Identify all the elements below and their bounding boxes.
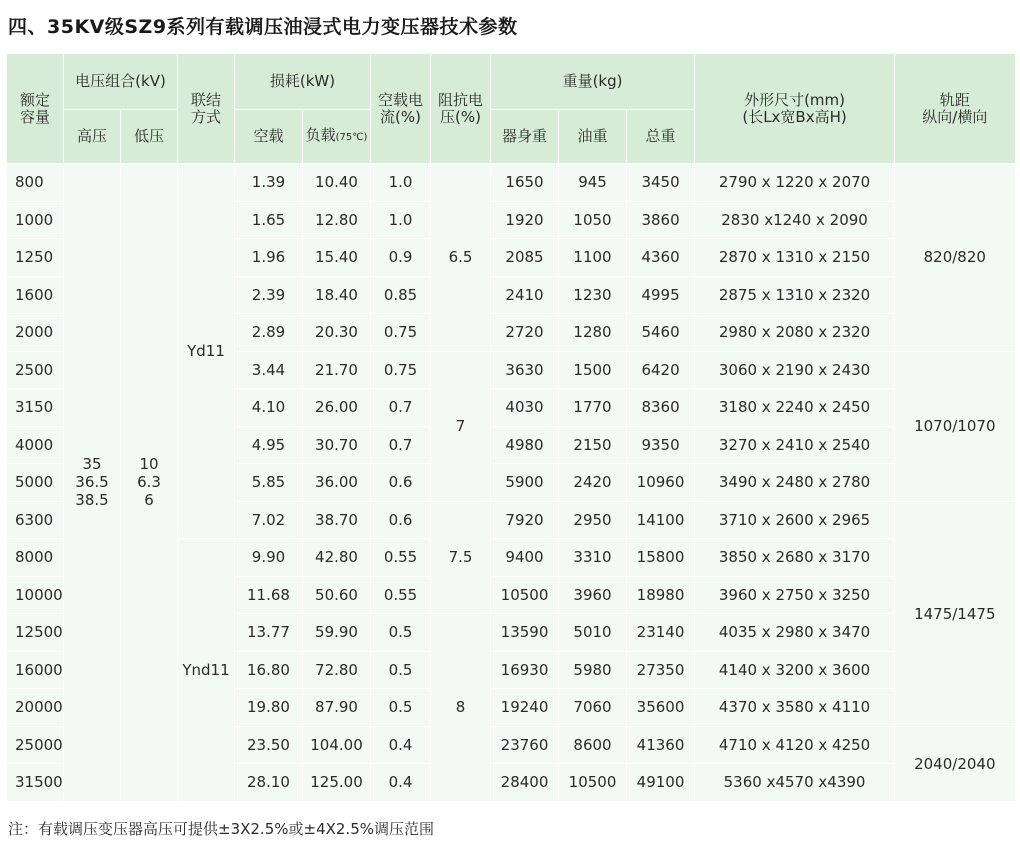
- cell-noload-loss: 28.10: [235, 764, 303, 801]
- cell-noload-current: 0.6: [371, 464, 431, 502]
- cell-dimensions: 2790 x 1220 x 2070: [695, 164, 895, 202]
- header-loss: 损耗(kW): [235, 54, 371, 110]
- cell-capacity: 25000: [7, 726, 64, 764]
- cell-oil-weight: 5010: [559, 614, 627, 652]
- cell-noload-loss: 1.96: [235, 239, 303, 277]
- cell-oil-weight: 1100: [559, 239, 627, 277]
- cell-dimensions: 3960 x 2750 x 3250: [695, 576, 895, 614]
- cell-gauge: 820/820: [895, 164, 1015, 352]
- cell-load-loss: 15.40: [303, 239, 371, 277]
- cell-body-weight: 4030: [491, 389, 559, 427]
- cell-total-weight: 9350: [627, 426, 695, 464]
- cell-impedance: 6.5: [431, 164, 491, 352]
- cell-oil-weight: 1770: [559, 389, 627, 427]
- header-voltage-group: 电压组合(kV): [64, 54, 178, 110]
- cell-oil-weight: 2150: [559, 426, 627, 464]
- cell-total-weight: 4995: [627, 276, 695, 314]
- cell-noload-current: 0.9: [371, 239, 431, 277]
- page-title: 四、35KV级SZ9系列有载调压油浸式电力变压器技术参数: [8, 16, 518, 38]
- cell-load-loss: 42.80: [303, 539, 371, 577]
- cell-noload-loss: 4.10: [235, 389, 303, 427]
- cell-noload-loss: 1.65: [235, 201, 303, 239]
- cell-noload-loss: 16.80: [235, 651, 303, 689]
- cell-body-weight: 1920: [491, 201, 559, 239]
- cell-noload-loss: 3.44: [235, 351, 303, 389]
- cell-capacity: 20000: [7, 689, 64, 727]
- cell-load-loss: 72.80: [303, 651, 371, 689]
- cell-noload-current: 0.6: [371, 501, 431, 539]
- header-gauge: 轨距 纵向/横向: [895, 54, 1015, 164]
- cell-total-weight: 6420: [627, 351, 695, 389]
- header-impedance: 阻抗电 压(%): [431, 54, 491, 164]
- cell-load-loss: 30.70: [303, 426, 371, 464]
- cell-capacity: 1600: [7, 276, 64, 314]
- cell-impedance: 8: [431, 614, 491, 801]
- cell-body-weight: 2410: [491, 276, 559, 314]
- cell-body-weight: 5900: [491, 464, 559, 502]
- cell-dimensions: 3710 x 2600 x 2965: [695, 501, 895, 539]
- cell-noload-loss: 5.85: [235, 464, 303, 502]
- header-lv: 低压: [121, 110, 178, 164]
- cell-dimensions: 3180 x 2240 x 2450: [695, 389, 895, 427]
- cell-body-weight: 4980: [491, 426, 559, 464]
- cell-capacity: 800: [7, 164, 64, 202]
- header-weight: 重量(kg): [491, 54, 695, 110]
- cell-total-weight: 8360: [627, 389, 695, 427]
- cell-oil-weight: 1280: [559, 314, 627, 352]
- cell-noload-loss: 2.39: [235, 276, 303, 314]
- cell-oil-weight: 945: [559, 164, 627, 202]
- cell-noload-current: 0.7: [371, 389, 431, 427]
- cell-gauge: 1475/1475: [895, 501, 1015, 726]
- cell-capacity: 10000: [7, 576, 64, 614]
- cell-dimensions: 2830 x1240 x 2090: [695, 201, 895, 239]
- table-row: [7, 164, 1015, 202]
- cell-noload-loss: 7.02: [235, 501, 303, 539]
- cell-gauge: 1070/1070: [895, 351, 1015, 501]
- header-noload-current: 空载电 流(%): [371, 54, 431, 164]
- cell-dimensions: 3060 x 2190 x 2430: [695, 351, 895, 389]
- cell-oil-weight: 1230: [559, 276, 627, 314]
- cell-noload-loss: 4.95: [235, 426, 303, 464]
- cell-oil-weight: 2950: [559, 501, 627, 539]
- cell-body-weight: 23760: [491, 726, 559, 764]
- cell-capacity: 2500: [7, 351, 64, 389]
- cell-dimensions: 4710 x 4120 x 4250: [695, 726, 895, 764]
- cell-capacity: 1250: [7, 239, 64, 277]
- cell-noload-current: 1.0: [371, 201, 431, 239]
- cell-connection-ynd11: Ynd11: [178, 539, 235, 801]
- cell-noload-current: 0.5: [371, 689, 431, 727]
- cell-capacity: 8000: [7, 539, 64, 577]
- cell-body-weight: 2720: [491, 314, 559, 352]
- cell-dimensions: 4140 x 3200 x 3600: [695, 651, 895, 689]
- cell-lv-voltages: 10 6.3 6: [121, 164, 178, 801]
- cell-dimensions: 2870 x 1310 x 2150: [695, 239, 895, 277]
- header-noload-loss: 空载: [235, 110, 303, 164]
- cell-noload-current: 0.4: [371, 726, 431, 764]
- cell-oil-weight: 10500: [559, 764, 627, 801]
- cell-dimensions: 4370 x 3580 x 4110: [695, 689, 895, 727]
- cell-total-weight: 41360: [627, 726, 695, 764]
- cell-impedance: 7: [431, 351, 491, 501]
- cell-noload-loss: 9.90: [235, 539, 303, 577]
- cell-noload-current: 1.0: [371, 164, 431, 202]
- cell-total-weight: 23140: [627, 614, 695, 652]
- cell-load-loss: 50.60: [303, 576, 371, 614]
- cell-load-loss: 20.30: [303, 314, 371, 352]
- cell-body-weight: 13590: [491, 614, 559, 652]
- cell-noload-current: 0.75: [371, 351, 431, 389]
- cell-body-weight: 16930: [491, 651, 559, 689]
- cell-total-weight: 27350: [627, 651, 695, 689]
- cell-load-loss: 12.80: [303, 201, 371, 239]
- cell-body-weight: 10500: [491, 576, 559, 614]
- cell-dimensions: 3850 x 2680 x 3170: [695, 539, 895, 577]
- cell-body-weight: 1650: [491, 164, 559, 202]
- cell-oil-weight: 3960: [559, 576, 627, 614]
- cell-hv-voltages: 35 36.5 38.5: [64, 164, 121, 801]
- cell-load-loss: 104.00: [303, 726, 371, 764]
- cell-noload-loss: 23.50: [235, 726, 303, 764]
- cell-total-weight: 4360: [627, 239, 695, 277]
- cell-total-weight: 10960: [627, 464, 695, 502]
- cell-total-weight: 15800: [627, 539, 695, 577]
- spec-table: [6, 53, 1015, 801]
- header-capacity: 额定 容量: [7, 54, 64, 164]
- cell-noload-current: 0.5: [371, 651, 431, 689]
- cell-capacity: 3150: [7, 389, 64, 427]
- cell-noload-current: 0.75: [371, 314, 431, 352]
- cell-total-weight: 18980: [627, 576, 695, 614]
- cell-capacity: 12500: [7, 614, 64, 652]
- header-connection: 联结 方式: [178, 54, 235, 164]
- cell-oil-weight: 8600: [559, 726, 627, 764]
- cell-oil-weight: 3310: [559, 539, 627, 577]
- cell-body-weight: 19240: [491, 689, 559, 727]
- cell-load-loss: 26.00: [303, 389, 371, 427]
- cell-body-weight: 28400: [491, 764, 559, 801]
- cell-oil-weight: 7060: [559, 689, 627, 727]
- cell-dimensions: 3490 x 2480 x 2780: [695, 464, 895, 502]
- cell-body-weight: 7920: [491, 501, 559, 539]
- cell-noload-loss: 19.80: [235, 689, 303, 727]
- cell-load-loss: 21.70: [303, 351, 371, 389]
- header-load-loss: 负载(75℃): [303, 110, 371, 164]
- cell-total-weight: 3860: [627, 201, 695, 239]
- cell-noload-loss: 11.68: [235, 576, 303, 614]
- cell-total-weight: 5460: [627, 314, 695, 352]
- cell-noload-current: 0.85: [371, 276, 431, 314]
- cell-total-weight: 49100: [627, 764, 695, 801]
- cell-capacity: 2000: [7, 314, 64, 352]
- cell-connection-yd11: Yd11: [178, 164, 235, 539]
- cell-total-weight: 35600: [627, 689, 695, 727]
- cell-dimensions: 5360 x4570 x4390: [695, 764, 895, 801]
- cell-capacity: 5000: [7, 464, 64, 502]
- header-oil-weight: 油重: [559, 110, 627, 164]
- cell-load-loss: 125.00: [303, 764, 371, 801]
- cell-load-loss: 87.90: [303, 689, 371, 727]
- header-body-weight: 器身重: [491, 110, 559, 164]
- cell-load-loss: 18.40: [303, 276, 371, 314]
- cell-total-weight: 3450: [627, 164, 695, 202]
- cell-dimensions: 4035 x 2980 x 3470: [695, 614, 895, 652]
- cell-dimensions: 2980 x 2080 x 2320: [695, 314, 895, 352]
- cell-body-weight: 3630: [491, 351, 559, 389]
- cell-noload-current: 0.7: [371, 426, 431, 464]
- cell-capacity: 16000: [7, 651, 64, 689]
- cell-impedance: 7.5: [431, 501, 491, 614]
- cell-dimensions: 3270 x 2410 x 2540: [695, 426, 895, 464]
- footnote: 注：有载调压变压器高压可提供±3X2.5%或±4X2.5%调压范围: [8, 820, 434, 838]
- cell-load-loss: 10.40: [303, 164, 371, 202]
- cell-noload-current: 0.55: [371, 576, 431, 614]
- cell-noload-loss: 13.77: [235, 614, 303, 652]
- cell-noload-current: 0.5: [371, 614, 431, 652]
- cell-dimensions: 2875 x 1310 x 2320: [695, 276, 895, 314]
- cell-oil-weight: 5980: [559, 651, 627, 689]
- cell-oil-weight: 1500: [559, 351, 627, 389]
- cell-load-loss: 36.00: [303, 464, 371, 502]
- cell-body-weight: 9400: [491, 539, 559, 577]
- cell-noload-current: 0.55: [371, 539, 431, 577]
- cell-capacity: 1000: [7, 201, 64, 239]
- cell-load-loss: 59.90: [303, 614, 371, 652]
- cell-capacity: 31500: [7, 764, 64, 801]
- cell-body-weight: 2085: [491, 239, 559, 277]
- cell-gauge: 2040/2040: [895, 726, 1015, 801]
- cell-noload-loss: 2.89: [235, 314, 303, 352]
- cell-noload-current: 0.4: [371, 764, 431, 801]
- cell-oil-weight: 2420: [559, 464, 627, 502]
- cell-capacity: 4000: [7, 426, 64, 464]
- header-total-weight: 总重: [627, 110, 695, 164]
- cell-oil-weight: 1050: [559, 201, 627, 239]
- cell-total-weight: 14100: [627, 501, 695, 539]
- cell-load-loss: 38.70: [303, 501, 371, 539]
- cell-noload-loss: 1.39: [235, 164, 303, 202]
- cell-capacity: 6300: [7, 501, 64, 539]
- header-dimensions: 外形尺寸(mm) (长Lx宽Bx高H): [695, 54, 895, 164]
- header-hv: 高压: [64, 110, 121, 164]
